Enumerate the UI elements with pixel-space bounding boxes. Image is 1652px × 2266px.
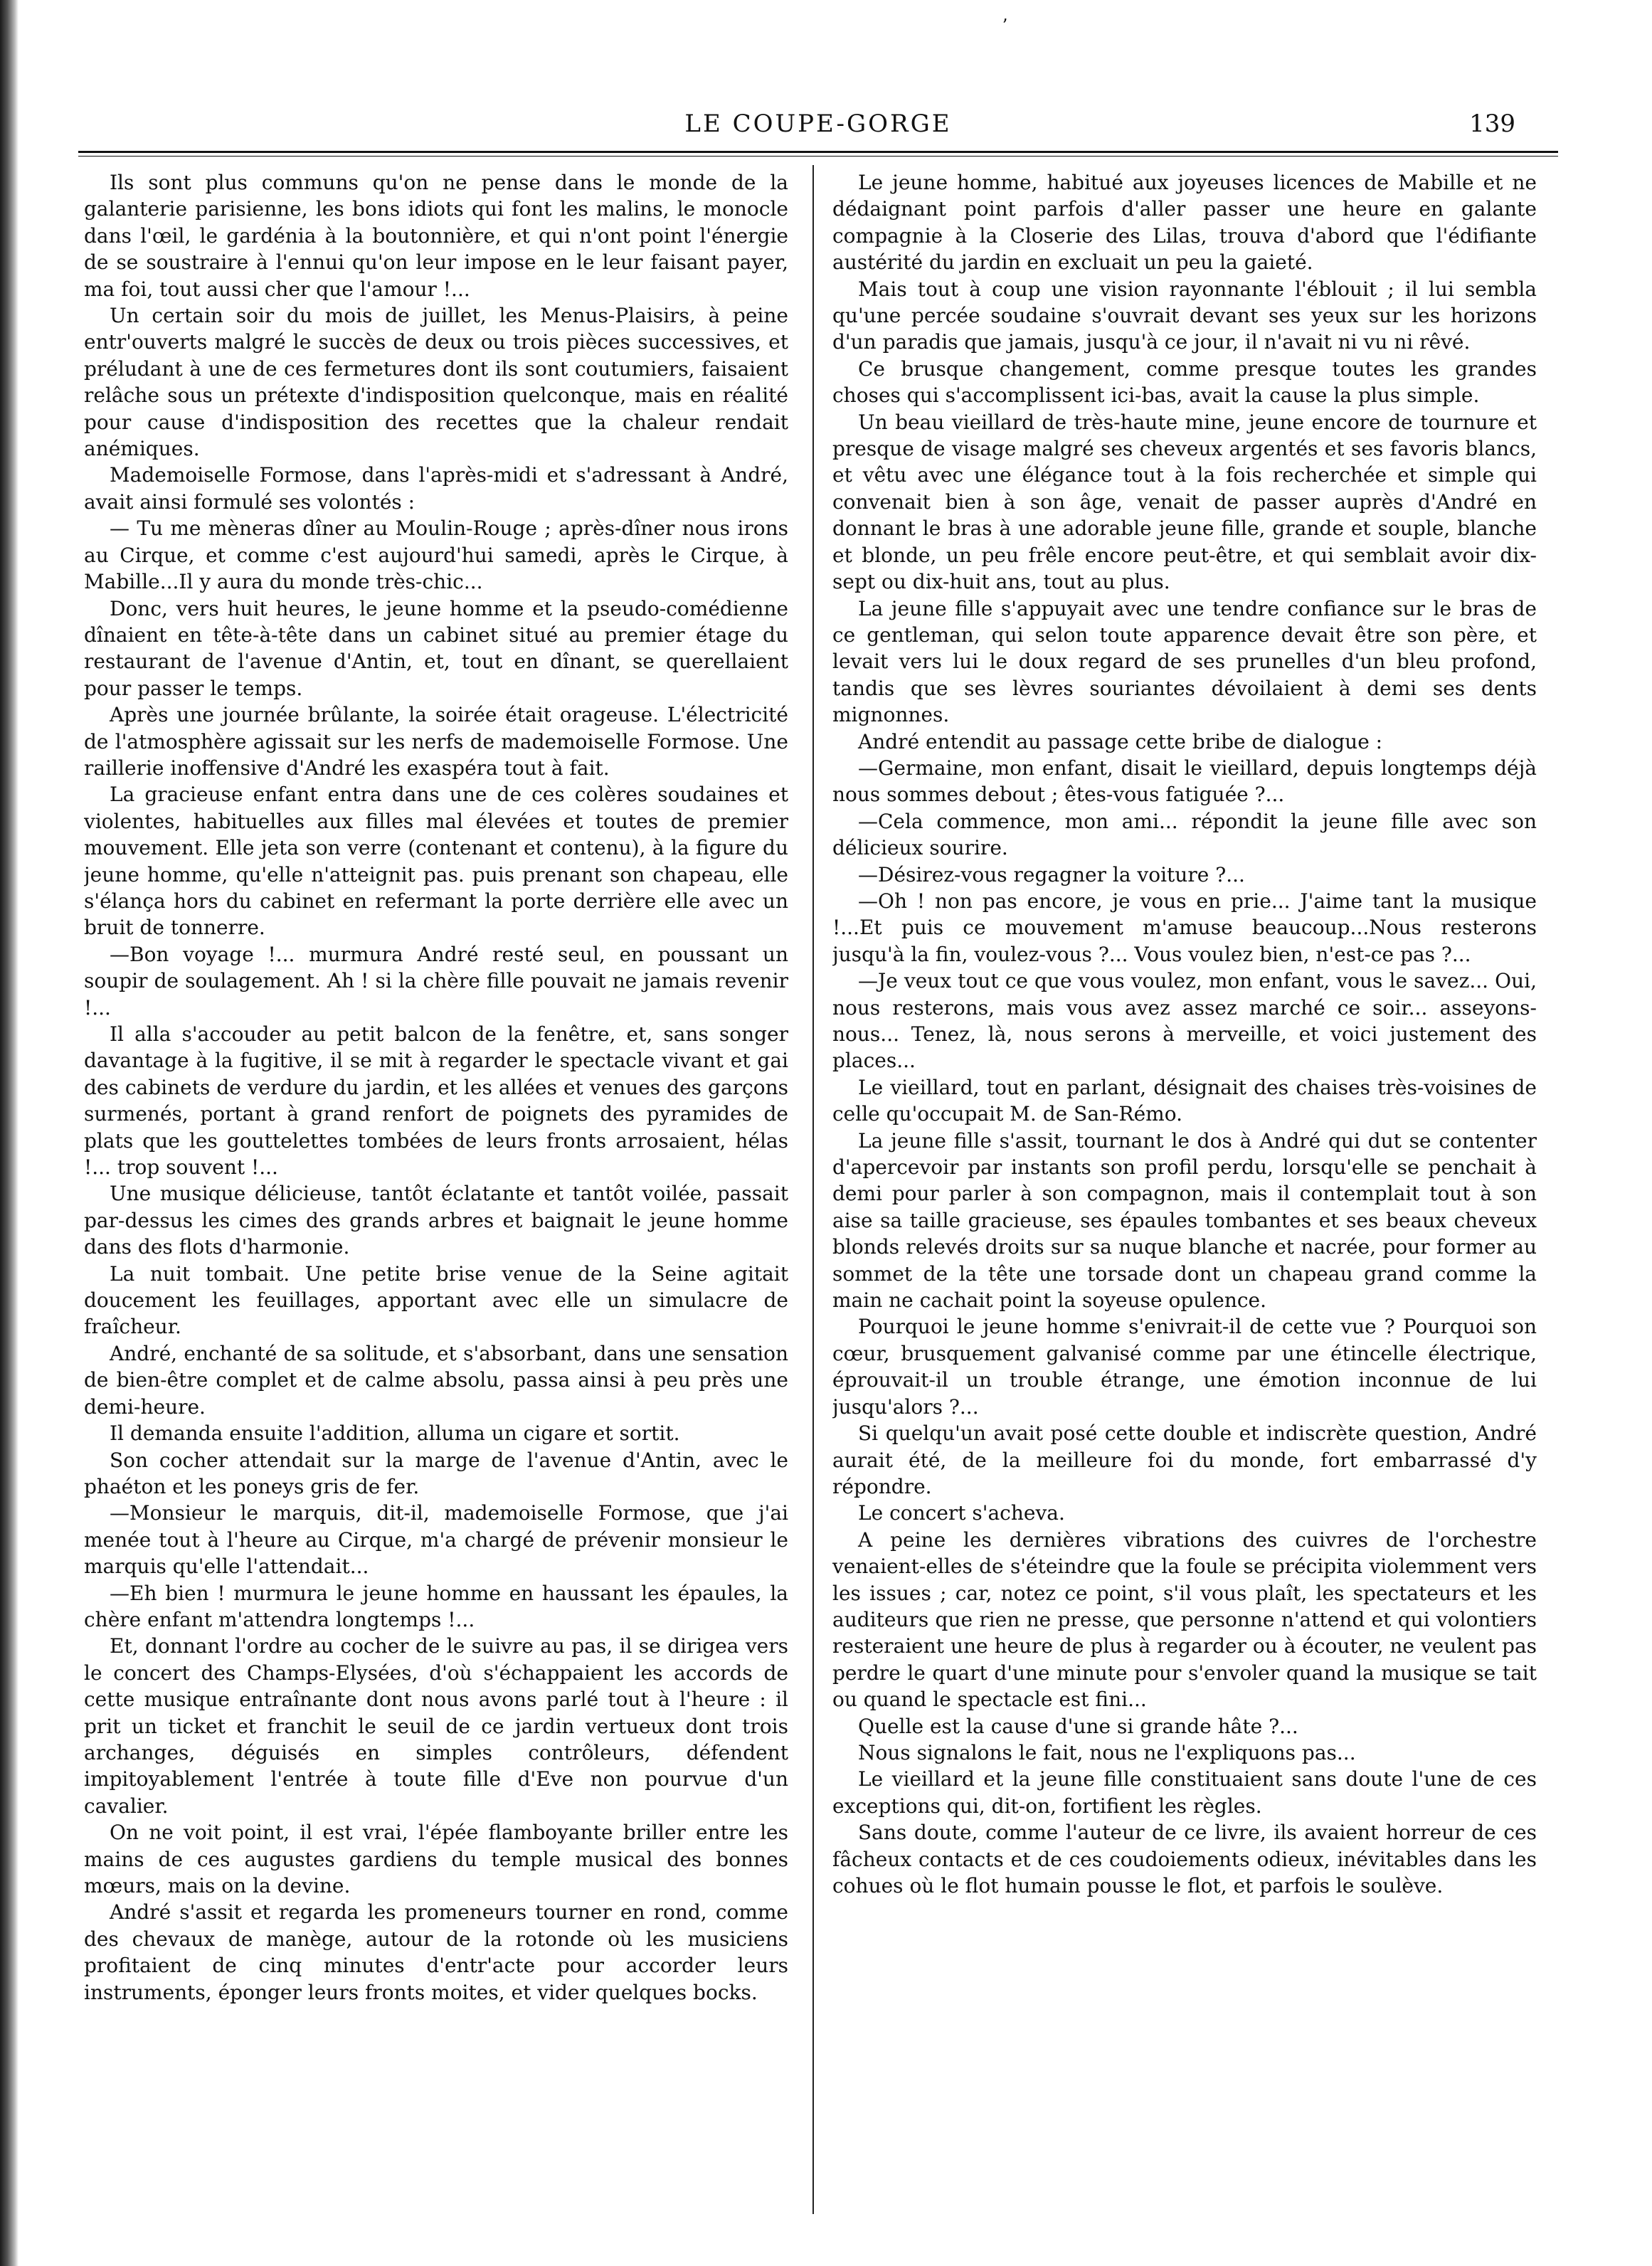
page-header bbox=[78, 107, 1558, 147]
paragraph: Le concert s'acheva. bbox=[858, 1501, 1065, 1525]
paragraph: André, enchanté de sa solitude, et s'absorbant, dans une sensation de bien-être complet et de calme absolu, passa ainsi à peu près une demi-heure. bbox=[84, 1341, 788, 1419]
paragraph: —Oh ! non pas encore, je vous en prie... J'aime tant la musique !...Et puis ce mouvement m'amuse beaucoup...Nous resterons jusqu'à la fin, voulez-vous ?... Vous voulez bien, n'est-ce pas ?... bbox=[832, 889, 1537, 966]
paragraph: Sans doute, comme l'auteur de ce livre, ils avaient horreur de ces fâcheux contacts et de ces coudoiements odieux, inévitables dans les cohues où le flot humain pousse le flot, et parfois le soulève. bbox=[832, 1821, 1537, 1897]
paragraph: —Désirez-vous regagner la voiture ?... bbox=[858, 862, 1245, 886]
header-rule bbox=[78, 151, 1558, 157]
paragraph: On ne voit point, il est vrai, l'épée flamboyante briller entre les mains de ces augustes gardiens du temple musical des bonnes mœurs, mais on la devine. bbox=[84, 1821, 788, 1897]
paragraph: —Cela commence, mon ami... répondit la jeune fille avec son délicieux sourire. bbox=[832, 809, 1537, 860]
paragraph: La jeune fille s'appuyait avec une tendre confiance sur le bras de ce gentleman, qui selon toute apparence devait être son père, et levait vers lui le doux regard de ses prunelles d'un bleu profond, tandis que ses lèvres souriantes dévoilaient à demi ses dents mignonnes. bbox=[832, 596, 1537, 727]
paragraph: — Tu me mèneras dîner au Moulin-Rouge ; après-dîner nous irons au Cirque, et comme c'est aujourd'hui samedi, après le Cirque, à Mabille...Il y aura du monde très-chic... bbox=[84, 517, 788, 594]
left-column bbox=[84, 169, 788, 2225]
paragraph: Le jeune homme, habitué aux joyeuses licences de Mabille et ne dédaignant point parfois d'aller passer une heure en galante compagnie à la Closerie des Lilas, trouva d'abord que l'édifiante austérité du jardin en excluait un peu la gaieté. bbox=[832, 171, 1537, 275]
page-binding-edge bbox=[0, 0, 18, 2266]
paragraph: Après une journée brûlante, la soirée était orageuse. L'électricité de l'atmosphère agissait sur les nerfs de mademoiselle Formose. Une raillerie inoffensive d'André les exaspéra tout à fait. bbox=[84, 703, 788, 780]
paragraph: Pourquoi le jeune homme s'enivrait-il de cette vue ? Pourquoi son cœur, brusquement galvanisé comme par une étincelle électrique, éprouvait-il un trouble étrange, une émotion inconnue de lui jusqu'alors ?... bbox=[832, 1315, 1537, 1419]
paragraph: Mais tout à coup une vision rayonnante l'éblouit ; il lui sembla qu'une percée soudaine s'ouvrait devant ses yeux sur les horizons d'un paradis que jamais, jusqu'à ce jour, il n'avait ni vu ni rêvé. bbox=[832, 277, 1537, 354]
paragraph: Et, donnant l'ordre au cocher de le suivre au pas, il se dirigea vers le concert des Champs-Elysées, d'où s'échappaient les accords de cette musique entraînante dont nous avons parlé tout à l'heure : il prit un ticket et franchit le seuil de ce jardin vertueux dont trois archanges, déguisés en simples contrôleurs, défendent impitoyablement l'entrée à toute fille d'Eve non pourvue d'un cavalier. bbox=[84, 1634, 788, 1818]
paragraph: A peine les dernières vibrations des cuivres de l'orchestre venaient-elles de s'éteindre que la foule se précipita violemment vers les issues ; car, notez ce point, s'il vous plaît, les spectateurs et les auditeurs que rien ne presse, que personne n'attend et qui volontiers resteraient une heure de plus à regarder ou à écouter, ne veulent pas perdre le quart d'une minute pour s'envoler quand la musique se tait ou quand le spectacle est fini... bbox=[832, 1528, 1537, 1712]
paragraph: Donc, vers huit heures, le jeune homme et la pseudo-comédienne dînaient en tête-à-tête dans un cabinet situé au premier étage du restaurant de l'avenue d'Antin, et, tout en dînant, se querellaient pour passer le temps. bbox=[84, 596, 788, 700]
paragraph: Si quelqu'un avait posé cette double et indiscrète question, André aurait été, de la meilleure foi du monde, fort embarrassé d'y répondre. bbox=[832, 1421, 1537, 1498]
paragraph: Un certain soir du mois de juillet, les Menus-Plaisirs, à peine entr'ouverts malgré le succès de deux ou trois pièces successives, et préludant à une de ces fermetures dont ils sont coutumiers, faisaient relâche sous un prétexte d'indisposition quelconque, mais en réalité pour cause d'indisposition des recettes que la chaleur rendait anémiques. bbox=[84, 304, 788, 461]
page-number: 139 bbox=[1469, 110, 1515, 138]
paragraph: La nuit tombait. Une petite brise venue de la Seine agitait doucement les feuillages, apportant avec elle un simulacre de fraîcheur. bbox=[84, 1261, 788, 1339]
paragraph: André entendit au passage cette bribe de dialogue : bbox=[858, 729, 1383, 753]
running-title: LE COUPE-GORGE bbox=[684, 110, 952, 138]
paragraph: La jeune fille s'assit, tournant le dos à André qui dut se contenter d'apercevoir par instants son profil perdu, lorsqu'elle se penchait à demi pour parler à son compagnon, mais il contemplait tout à son aise sa taille gracieuse, ses épaules tombantes et ses beaux cheveux blonds relevés droits sur sa nuque blanche et nacrée, pour former au sommet de la tête une torsade dont un chapeau grand comme la main ne cachait point la soyeuse opulence. bbox=[832, 1128, 1537, 1313]
paragraph: Son cocher attendait sur la marge de l'avenue d'Antin, avec le phaéton et les poneys gris de fer. bbox=[84, 1448, 788, 1498]
paragraph: Il demanda ensuite l'addition, alluma un cigare et sortit. bbox=[110, 1421, 680, 1446]
paragraph: —Eh bien ! murmura le jeune homme en haussant les épaules, la chère enfant m'attendra longtemps !... bbox=[84, 1581, 788, 1631]
ink-mark: ʼ bbox=[1002, 16, 1007, 36]
right-column bbox=[832, 169, 1537, 2225]
paragraph: Ce brusque changement, comme presque toutes les grandes choses qui s'accomplissent ici-bas, avait la cause la plus simple. bbox=[832, 356, 1537, 408]
paragraph: Nous signalons le fait, nous ne l'expliquons pas... bbox=[858, 1740, 1356, 1764]
paragraph: Mademoiselle Formose, dans l'après-midi et s'adressant à André, avait ainsi formulé ses volontés : bbox=[84, 463, 788, 514]
paragraph: Il alla s'accouder au petit balcon de la fenêtre, et, sans songer davantage à la fugitive, il se mit à regarder le spectacle vivant et gai des cabinets de verdure du jardin, et les allées et venues des garçons surmenés, portant à grand renfort de poignets des pyramides de plats que les gouttelettes tombées de leurs fronts arrosaient, hélas !... trop souvent !... bbox=[84, 1022, 788, 1180]
paragraph: —Germaine, mon enfant, disait le vieillard, depuis longtemps déjà nous sommes debout ; êtes-vous fatiguée ?... bbox=[832, 756, 1537, 807]
paragraph: La gracieuse enfant entra dans une de ces colères soudaines et violentes, habituelles aux filles mal élevées et toutes de premier mouvement. Elle jeta son verre (contenant et contenu), à la figure du jeune homme, qu'elle n'atteignit pas. puis prenant son chapeau, elle s'élança hors du cabinet en refermant la porte derrière elle avec un bruit de tonnerre. bbox=[84, 783, 788, 940]
paragraph: Ils sont plus communs qu'on ne pense dans le monde de la galanterie parisienne, les bons idiots qui font les malins, le monocle dans l'œil, le gardénia à la boutonnière, et qui n'ont point l'énergie de se soustraire à l'ennui qu'on leur impose en le leur faisant payer, ma foi, tout aussi cher que l'amour !... bbox=[84, 171, 788, 301]
paragraph: Quelle est la cause d'une si grande hâte ?... bbox=[858, 1714, 1298, 1738]
paragraph: Une musique délicieuse, tantôt éclatante et tantôt voilée, passait par-dessus les cimes des grands arbres et baignait le jeune homme dans des flots d'harmonie. bbox=[84, 1182, 788, 1259]
paragraph: André s'assit et regarda les promeneurs tourner en rond, comme des chevaux de manège, autour de la rotonde où les musiciens profitaient de cinq minutes d'entr'acte pour accorder leurs instruments, éponger leurs fronts moites, et vider quelques bocks. bbox=[84, 1900, 788, 2004]
paragraph: Le vieillard, tout en parlant, désignait des chaises très-voisines de celle qu'occupait M. de San-Rémo. bbox=[832, 1075, 1537, 1126]
paragraph: —Je veux tout ce que vous voulez, mon enfant, vous le savez... Oui, nous resterons, mais vous avez assez marché ce soir... asseyons-nous... Tenez, là, nous serons à merveille, et voici justement des places... bbox=[832, 969, 1537, 1073]
paragraph: —Monsieur le marquis, dit-il, mademoiselle Formose, que j'ai menée tout à l'heure au Cirque, m'a chargé de prévenir monsieur le marquis qu'elle l'attendait... bbox=[84, 1501, 788, 1579]
paragraph: —Bon voyage !... murmura André resté seul, en poussant un soupir de soulagement. Ah ! si la chère fille pouvait ne jamais revenir !... bbox=[84, 942, 788, 1020]
paragraph: Le vieillard et la jeune fille constituaient sans doute l'une de ces exceptions qui, dit-on, fortifient les règles. bbox=[832, 1767, 1537, 1818]
paragraph: Un beau vieillard de très-haute mine, jeune encore de tournure et presque de visage malgré ses cheveux argentés et ses favoris blancs, et vêtu avec une élégance tout à la fois recherchée et simple qui convenait bien à son âge, venait de passer auprès d'André en donnant le bras à une adorable jeune fille, grande et souple, blanche et blonde, un peu frêle encore peut-être, et qui semblait avoir dix-sept ou dix-huit ans, tout au plus. bbox=[832, 410, 1537, 594]
column-divider bbox=[812, 165, 814, 2214]
